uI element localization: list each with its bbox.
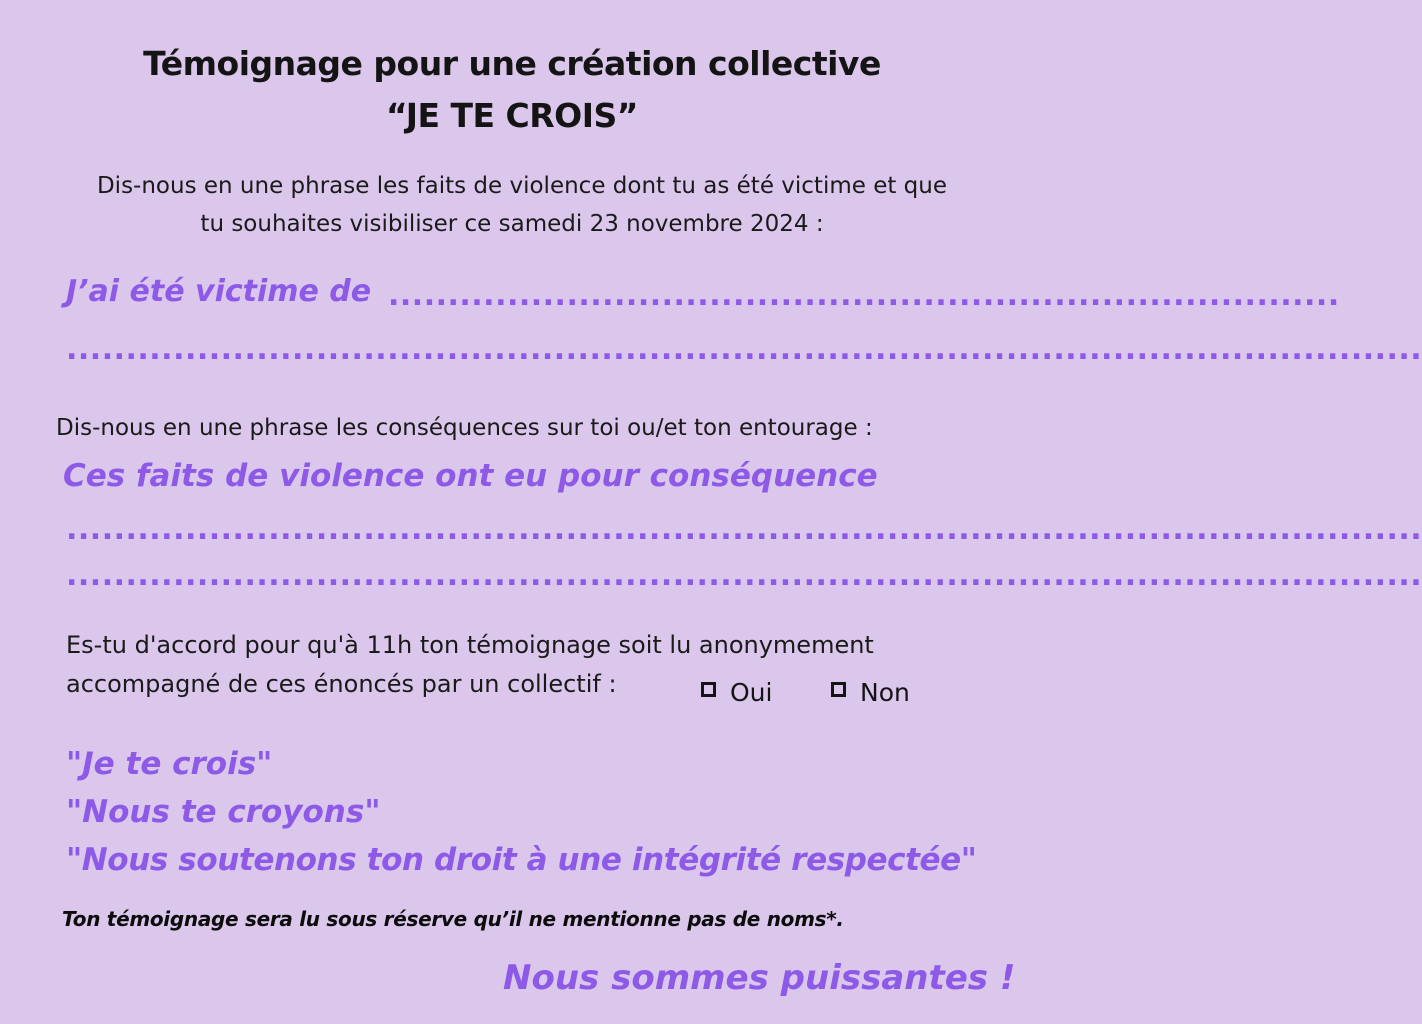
question-2-answer-line-2[interactable]: .................................................................................................................. (66, 558, 1422, 593)
closing-slogan: Nous sommes puissantes ! (503, 958, 1016, 998)
question-3-prompt-line-1: Es-tu d'accord pour qu'à 11h ton témoignage soit lu anonymement (66, 631, 874, 659)
statement-nous-te-croyons: "Nous te croyons" (66, 794, 381, 830)
question-1-answer-line-2[interactable]: .................................................................................................................. (66, 332, 1422, 367)
question-1-answer-prefix: J’ai été victime de (66, 274, 372, 309)
option-non-label: Non (860, 678, 910, 707)
question-1-prompt-line-1: Dis-nous en une phrase les faits de violence dont tu as été victime et que (96, 173, 948, 199)
option-oui[interactable] (701, 678, 772, 707)
statement-je-te-crois: "Je te crois" (66, 746, 273, 782)
statement-integrite: "Nous soutenons ton droit à une intégrité respectée" (66, 842, 977, 878)
disclaimer-note: Ton témoignage sera lu sous réserve qu’il ne mentionne pas de noms*. (62, 907, 844, 931)
question-2-prompt: Dis-nous en une phrase les conséquences sur toi ou/et ton entourage : (56, 415, 873, 441)
option-oui-label: Oui (730, 678, 773, 707)
question-1-prompt-line-2: tu souhaites visibiliser ce samedi 23 novembre 2024 : (200, 211, 824, 237)
question-2-answer-prefix: Ces faits de violence ont eu pour conséquence (63, 458, 878, 494)
question-3-prompt-line-2: accompagné de ces énoncés par un collectif : (66, 670, 617, 698)
form-title-line-2: “JE TE CROIS” (386, 96, 638, 135)
question-2-answer-line-1[interactable]: .................................................................................................................. (66, 512, 1422, 547)
form-title-line-1: Témoignage pour une création collective (143, 44, 881, 83)
question-1-answer-line-1[interactable]: ................................................................................ (388, 278, 1340, 313)
checkbox-oui[interactable] (701, 682, 716, 697)
checkbox-non[interactable] (831, 682, 846, 697)
option-non[interactable] (831, 678, 910, 707)
